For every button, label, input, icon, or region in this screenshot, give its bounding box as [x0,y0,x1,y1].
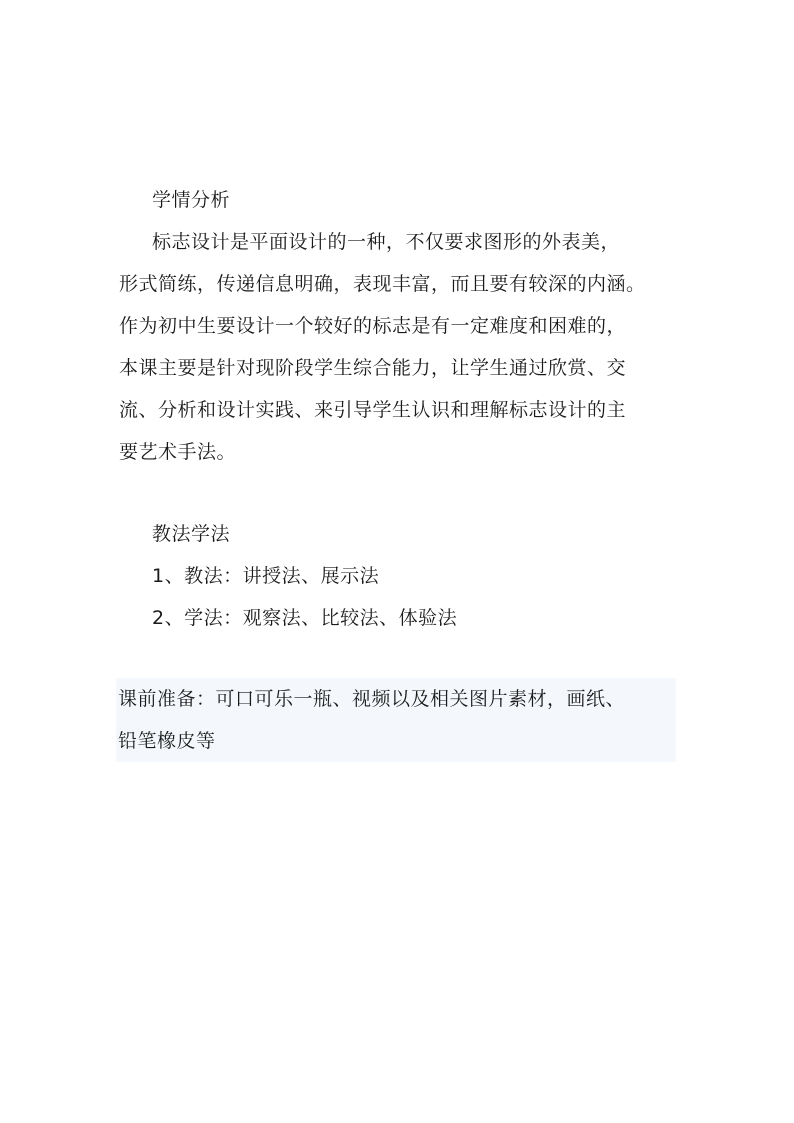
analysis-paragraph-line: 作为初中生要设计一个较好的标志是有一定难度和困难的， [119,315,627,337]
analysis-paragraph-line: 要艺术手法。 [119,441,237,463]
section-heading-analysis: 学情分析 [152,189,231,211]
analysis-paragraph-line: 本课主要是针对现阶段学生综合能力，让学生通过欣赏、交 [119,357,627,379]
analysis-paragraph-line: 标志设计是平面设计的一种，不仅要求图形的外表美， [152,231,621,253]
analysis-paragraph-line: 流、分析和设计实践、来引导学生认识和理解标志设计的主 [119,399,627,421]
analysis-paragraph-line: 形式简练，传递信息明确，表现丰富，而且要有较深的内涵。 [119,273,646,295]
preparation-line: 铅笔橡皮等 [118,730,216,752]
method-list-item: 2、学法：观察法、比较法、体验法 [152,607,458,629]
preparation-line: 课前准备：可口可乐一瓶、视频以及相关图片素材，画纸、 [118,688,626,710]
method-list-item: 1、教法：讲授法、展示法 [152,565,380,587]
section-heading-methods: 教法学法 [152,523,231,545]
preparation-box [116,678,676,762]
